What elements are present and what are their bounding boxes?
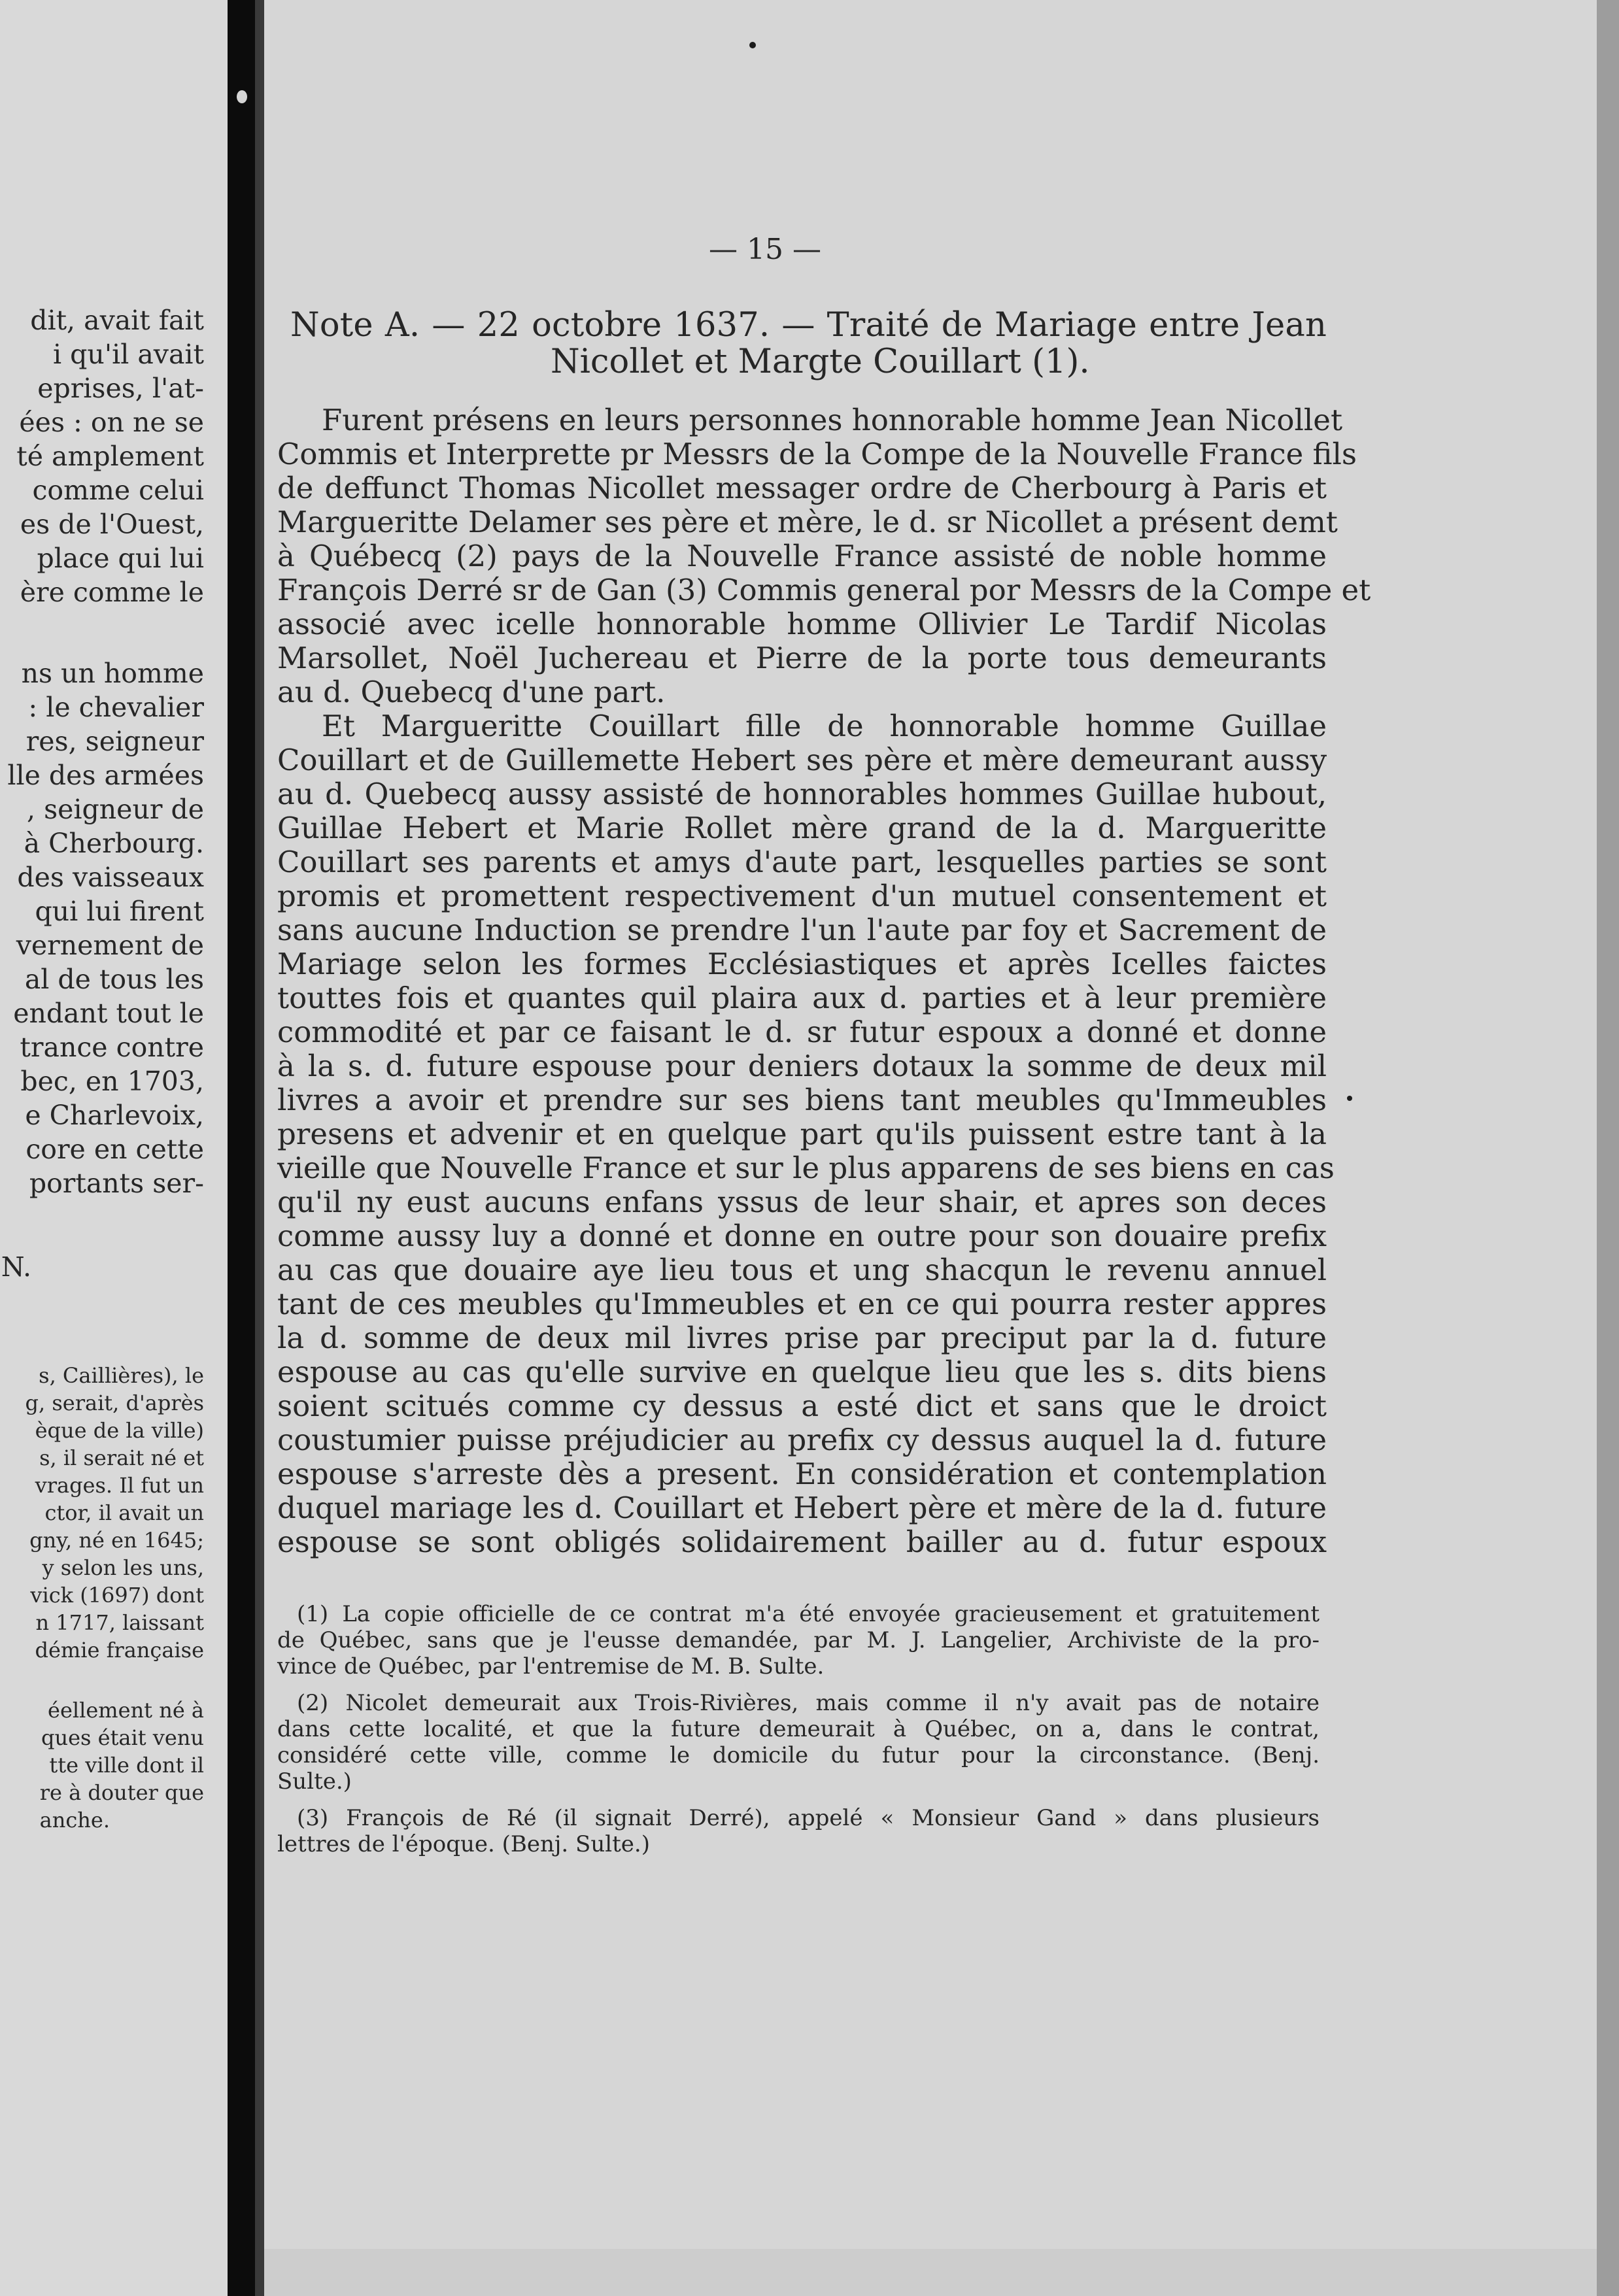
left-footnote-line: démie française — [35, 1638, 204, 1663]
body-line: au cas que douaire aye lieu tous et ung shacqun le revenu annuel — [277, 1253, 1327, 1287]
body-line: François Derré sr de Gan (3) Commis general por Messrs de la Compe et — [277, 573, 1371, 607]
left-text-line: i qu'il avait — [53, 339, 204, 370]
body-line: Couillart ses parents et amys d'aute part, lesquelles parties se sont — [277, 845, 1327, 879]
left-text-line: endant tout le — [13, 998, 204, 1029]
left-footnote-line: re à douter que — [39, 1780, 204, 1805]
gutter-speck — [237, 90, 247, 103]
left-text-line: des vaisseaux — [17, 862, 204, 893]
body-line: Mariage selon les formes Ecclésiastiques et après Icelles faictes — [277, 947, 1327, 981]
footnote-line: dans cette localité, et que la future demeurait à Québec, on a, dans le contrat, — [277, 1716, 1320, 1742]
left-footnote-line: s, il serait né et — [39, 1445, 204, 1470]
left-text-line: ère comme le — [20, 577, 204, 608]
body-line: de deffunct Thomas Nicollet messager ordre de Cherbourg à Paris et — [277, 471, 1327, 505]
footnote-line: (1) La copie officielle de ce contrat m'a été envoyée gracieusement et gratuitement — [297, 1601, 1320, 1627]
left-text-line: lle des armées — [7, 760, 204, 791]
left-text-line: qui lui firent — [35, 896, 204, 927]
left-footnote-line: èque de la ville) — [35, 1418, 204, 1443]
body-line: Commis et Interprette pr Messrs de la Compe de la Nouvelle France fils — [277, 437, 1357, 471]
page-number: — 15 — — [709, 233, 821, 266]
left-text-line: à Cherbourg. — [24, 828, 204, 859]
left-text-line: e Charlevoix, — [25, 1100, 204, 1131]
left-text-line: eprises, l'at- — [37, 373, 204, 404]
body-line: Furent présens en leurs personnes honnorable homme Jean Nicollet — [322, 403, 1343, 437]
left-text-line: ées : on ne se — [19, 407, 204, 438]
page-bottom-shade — [264, 2249, 1597, 2296]
left-footnote-line: g, serait, d'après — [25, 1391, 204, 1415]
left-text-line: , seigneur de — [27, 794, 204, 825]
left-text-line: bec, en 1703, — [20, 1066, 204, 1097]
body-line: tant de ces meubles qu'Immeubles et en ce qui pourra rester appres — [277, 1287, 1327, 1321]
left-text-line: ns un homme — [21, 658, 204, 689]
body-line: soient scitués comme cy dessus a esté dict et sans que le droict — [277, 1389, 1327, 1423]
body-line: vieille que Nouvelle France et sur le plus apparens de ses biens en cas — [277, 1151, 1335, 1185]
left-footnote-line: ctor, il avait un — [44, 1500, 204, 1525]
footnote-line: (2) Nicolet demeurait aux Trois-Rivières, mais comme il n'y avait pas de notaire — [297, 1690, 1320, 1716]
body-line: associé avec icelle honnorable homme Ollivier Le Tardif Nicolas — [277, 607, 1327, 641]
left-text-line: res, seigneur — [26, 726, 204, 757]
left-footnote-line: n 1717, laissant — [35, 1610, 204, 1635]
body-line: sans aucune Induction se prendre l'un l'aute par foy et Sacrement de — [277, 913, 1327, 947]
left-footnote-line: vick (1697) dont — [30, 1583, 204, 1608]
gutter-edge — [255, 0, 264, 2296]
note-title-line: Note A. — 22 octobre 1637. — Traité de Mariage entre Jean — [290, 306, 1327, 345]
body-line: au d. Quebecq d'une part. — [277, 675, 666, 709]
body-line: Margueritte Delamer ses père et mère, le d. sr Nicollet a présent demt — [277, 505, 1338, 539]
body-line: à Québecq (2) pays de la Nouvelle France assisté de noble homme — [277, 539, 1327, 573]
footnote-line: de Québec, sans que je l'eusse demandée, par M. J. Langelier, Archiviste de la pro- — [277, 1627, 1320, 1653]
left-footnote-line: s, Caillières), le — [39, 1363, 204, 1388]
left-text-line: portants ser- — [29, 1168, 204, 1199]
body-line: la d. somme de deux mil livres prise par preciput par la d. future — [277, 1321, 1327, 1355]
left-footnote-line: tte ville dont il — [49, 1753, 204, 1778]
note-title-line: Nicollet et Margte Couillart (1). — [551, 343, 1090, 381]
body-line: Et Margueritte Couillart fille de honnorable homme Guillae — [322, 709, 1327, 743]
body-line: comme aussy luy a donné et donne en outre pour son douaire prefix — [277, 1219, 1327, 1253]
body-line: à la s. d. future espouse pour deniers dotaux la somme de deux mil — [277, 1049, 1327, 1083]
body-line: touttes fois et quantes quil plaira aux d. parties et à leur première — [277, 981, 1327, 1015]
footnote-line: vince de Québec, par l'entremise de M. B. Sulte. — [277, 1653, 825, 1680]
page-edge-shadow — [1597, 0, 1619, 2296]
body-line: espouse au cas qu'elle survive en quelque lieu que les s. dits biens — [277, 1355, 1327, 1389]
left-text-line: N. — [1, 1251, 31, 1283]
body-line: duquel mariage les d. Couillart et Hebert père et mère de la d. future — [277, 1491, 1327, 1525]
left-text-line: dit, avait fait — [30, 305, 204, 336]
body-line: Guillae Hebert et Marie Rollet mère grand de la d. Margueritte — [277, 811, 1327, 845]
body-line: presens et advenir et en quelque part qu'ils puissent estre tant à la — [277, 1117, 1327, 1151]
body-line: espouse s'arreste dès a present. En considération et contemplation — [277, 1457, 1327, 1491]
left-text-line: place qui lui — [37, 543, 204, 574]
ink-speck — [1347, 1096, 1352, 1101]
body-line: promis et promettent respectivement d'un mutuel consentement et — [277, 879, 1327, 913]
body-line: au d. Quebecq aussy assisté de honnorables hommes Guillae hubout, — [277, 777, 1327, 811]
body-line: Marsollet, Noël Juchereau et Pierre de la porte tous demeurants — [277, 641, 1327, 675]
body-line: commodité et par ce faisant le d. sr futur espoux a donné et donne — [277, 1015, 1327, 1049]
footnote-line: Sulte.) — [277, 1768, 352, 1795]
left-page-fragment — [0, 0, 228, 2296]
footnote-line: considéré cette ville, comme le domicile du futur pour la circonstance. (Benj. — [277, 1742, 1320, 1768]
footnote-line: (3) François de Ré (il signait Derré), appelé « Monsieur Gand » dans plusieurs — [297, 1805, 1320, 1831]
left-text-line: vernement de — [16, 930, 204, 961]
left-footnote-line: vrages. Il fut un — [35, 1473, 204, 1498]
footnote-line: lettres de l'époque. (Benj. Sulte.) — [277, 1831, 650, 1857]
left-text-line: es de l'Ouest, — [20, 509, 204, 540]
left-footnote-line: éellement né à — [48, 1698, 204, 1723]
ink-speck — [749, 42, 756, 48]
left-footnote-line: anche. — [39, 1808, 110, 1832]
left-text-line: comme celui — [32, 475, 204, 506]
left-text-line: : le chevalier — [28, 692, 204, 723]
left-footnote-line: y selon les uns, — [42, 1555, 204, 1580]
body-line: livres a avoir et prendre sur ses biens tant meubles qu'Immeubles — [277, 1083, 1327, 1117]
left-footnote-line: ques était venu — [41, 1725, 204, 1750]
left-text-line: core en cette — [26, 1134, 204, 1165]
left-footnote-line: gny, né en 1645; — [29, 1528, 204, 1553]
left-text-line: trance contre — [20, 1032, 204, 1063]
left-text-line: té amplement — [16, 441, 204, 472]
body-line: coustumier puisse préjudicier au prefix cy dessus auquel la d. future — [277, 1423, 1327, 1457]
body-line: Couillart et de Guillemette Hebert ses père et mère demeurant aussy — [277, 743, 1327, 777]
body-line: qu'il ny eust aucuns enfans yssus de leur shair, et apres son deces — [277, 1185, 1327, 1219]
left-text-line: al de tous les — [24, 964, 204, 995]
body-line: espouse se sont obligés solidairement bailler au d. futur espoux — [277, 1525, 1327, 1559]
page-gutter — [228, 0, 255, 2296]
